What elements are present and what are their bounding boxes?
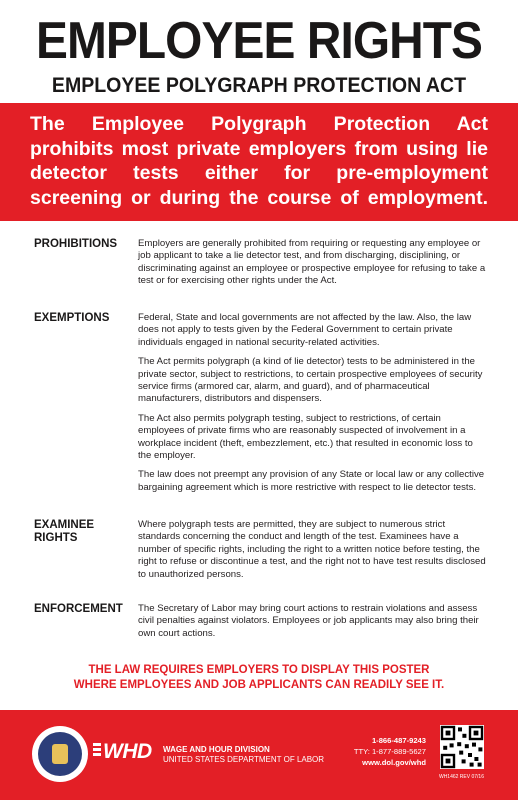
phone-number: 1-866-487-9243 bbox=[371, 736, 426, 745]
notice-line: WHERE EMPLOYEES AND JOB APPLICANTS CAN READILY SEE IT. bbox=[73, 679, 445, 691]
dol-seal-icon bbox=[32, 726, 88, 782]
label-line: RIGHTS bbox=[34, 532, 78, 544]
tty-number: TTY: 1-877-889-5627 bbox=[353, 747, 426, 756]
display-requirement-notice bbox=[20, 663, 498, 693]
agency-name bbox=[163, 745, 324, 765]
division-name: WAGE AND HOUR DIVISION bbox=[163, 745, 270, 754]
poster-subtitle: EMPLOYEE POLYGRAPH PROTECTION ACT bbox=[51, 74, 467, 97]
section-body bbox=[138, 603, 488, 647]
section-body bbox=[138, 238, 488, 295]
section-label: PROHIBITIONS bbox=[34, 238, 118, 250]
website-link[interactable]: www.dol.gov/whd bbox=[362, 758, 426, 767]
department-name: UNITED STATES DEPARTMENT OF LABOR bbox=[163, 755, 325, 764]
footer-bar bbox=[0, 710, 518, 800]
section-label: EXEMPTIONS bbox=[34, 312, 110, 324]
section-label bbox=[34, 519, 134, 545]
section-body bbox=[138, 312, 488, 501]
paragraph: Where polygraph tests are permitted, they are subject to numerous strict standards concerning the conduct and length of the test. Examinees have a number of specific rights, including the right to a written notice before testing, the right to refuse or discontinue a test, and the right not to have test results disclosed to unauthorized persons. bbox=[138, 519, 486, 580]
paragraph: The Act permits polygraph (a kind of lie detector) tests to be administered in the private sector, subject to restrictions, to certain prospective employees of security service firms (armored car, alarm, and guard), and of pharmaceutical manufacturers, distributors and dispensers. bbox=[138, 356, 483, 405]
poster-title: EMPLOYEE RIGHTS bbox=[35, 12, 483, 70]
paragraph: Federal, State and local governments are not affected by the law. Also, the law does not apply to tests given by the Federal Government to certain private individuals engaged in national security-related activities. bbox=[138, 312, 472, 348]
banner-text: The Employee Polygraph Protection Act prohibits most private employers from using lie detector tests either for pre-employment screening or during the course of employment. bbox=[30, 113, 488, 209]
section-body bbox=[138, 519, 488, 588]
paragraph: The law does not preempt any provision of any State or local law or any collective bargaining agreement which is more restrictive with respect to lie detector tests. bbox=[138, 469, 485, 493]
label-line: EXAMINEE bbox=[34, 519, 95, 531]
contact-info bbox=[354, 735, 426, 768]
whd-logo: WHD bbox=[103, 740, 152, 763]
paragraph: Employers are generally prohibited from requiring or requesting any employee or job applicant to take a lie detector test, and from discharging, disciplining, or discriminating against an employee or prospective employee for refusing to take a test or for exercising other rights under the Act. bbox=[138, 238, 486, 287]
paragraph: The Act also permits polygraph testing, subject to restrictions, of certain employees of private firms who are reasonably suspected of involvement in a workplace incident (theft, embezzlement, etc.) that resulted in economic loss to the employer. bbox=[138, 412, 473, 462]
summary-banner bbox=[0, 103, 518, 221]
qr-code-icon bbox=[440, 725, 484, 769]
section-label: ENFORCEMENT bbox=[34, 603, 123, 615]
form-number: WH1462 REV 07/16 bbox=[438, 774, 484, 780]
notice-line: THE LAW REQUIRES EMPLOYERS TO DISPLAY THIS POSTER bbox=[88, 664, 430, 676]
whd-stripes-icon bbox=[93, 743, 101, 761]
paragraph: The Secretary of Labor may bring court actions to restrain violations and assess civil penalties against violators. Employees or job applicants may also bring their own court actions. bbox=[138, 603, 479, 639]
